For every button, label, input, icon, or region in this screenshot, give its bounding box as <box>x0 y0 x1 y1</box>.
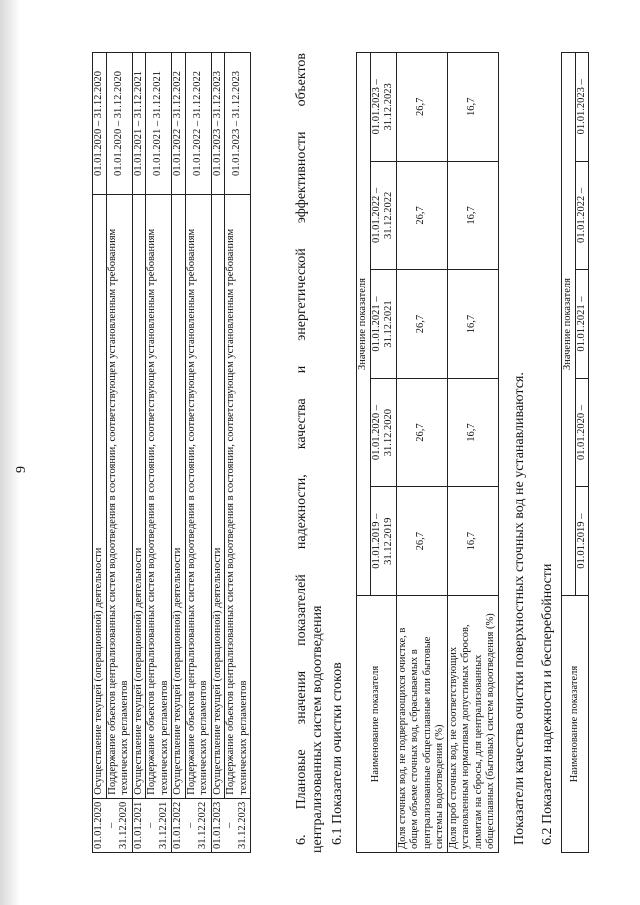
period-header: 01.01.2020 – <box>575 378 589 487</box>
column-header-name: Наименование показателя <box>357 596 397 853</box>
period-cell: 01.01.2023 – 31.12.2023 <box>211 798 251 852</box>
value-cell: 26,7 <box>396 270 447 379</box>
period-header: 01.01.2020 – 31.12.2020 <box>370 378 396 487</box>
period-header: 01.01.2023 – <box>575 53 589 162</box>
section-6-2-title: 6.2 Показатели надежности и бесперебойности <box>540 563 555 845</box>
dates-cell: 01.01.2022 – 31.12.2022 <box>172 53 186 195</box>
wastewater-treatment-table <box>356 52 499 853</box>
dates-cell: 01.01.2023 – 31.12.2023 <box>225 53 251 195</box>
table-header-row <box>357 53 371 853</box>
table-row <box>172 53 186 853</box>
activity-cell: Осуществление текущей (операционной) деятельности <box>93 195 107 799</box>
table-row <box>93 53 107 853</box>
period-header: 01.01.2019 – 31.12.2019 <box>370 487 396 596</box>
reliability-table <box>561 52 589 853</box>
activity-cell: Поддержание объектов централизованных систем водоотведения в состоянии, соответствующем установленным требованиям технических регламентов <box>225 195 251 799</box>
value-cell: 26,7 <box>396 161 447 270</box>
column-header-value: Значение показателя <box>562 53 576 596</box>
indicator-name: Доля проб сточных вод, не соответствующих установленным нормативам допустимых сбросов, лимитам на сбросы, для централизованных общесплавных (бытовых) систем водоотведения (%) <box>447 596 498 853</box>
column-header-name: Наименование показателя <box>562 596 589 853</box>
value-cell: 16,7 <box>447 378 498 487</box>
dates-cell: 01.01.2020 – 31.12.2020 <box>93 53 107 195</box>
activity-cell: Осуществление текущей (операционной) деятельности <box>132 195 146 799</box>
value-cell: 26,7 <box>396 53 447 162</box>
activity-cell: Осуществление текущей (операционной) деятельности <box>211 195 225 799</box>
table-header-row <box>562 53 576 853</box>
activity-cell: Осуществление текущей (операционной) деятельности <box>172 195 186 799</box>
dates-cell: 01.01.2021 – 31.12.2021 <box>146 53 172 195</box>
column-header-value: Значение показателя <box>357 53 371 596</box>
plan-activities-table <box>92 52 251 853</box>
value-cell: 16,7 <box>447 53 498 162</box>
value-cell: 26,7 <box>396 378 447 487</box>
value-cell: 16,7 <box>447 487 498 596</box>
table-row <box>146 53 172 853</box>
period-header: 01.01.2022 – <box>575 161 589 270</box>
value-cell: 16,7 <box>447 270 498 379</box>
value-cell: 26,7 <box>396 487 447 596</box>
table-row <box>225 53 251 853</box>
surface-water-note: Показатели качества очистки поверхностных сточных вод не устанавливаются. <box>512 372 527 845</box>
section-6-title-cont: централизованных систем водоотведения <box>310 605 325 853</box>
dates-cell: 01.01.2023 – 31.12.2023 <box>211 53 225 195</box>
table-row <box>211 53 225 853</box>
dates-cell: 01.01.2021 – 31.12.2021 <box>132 53 146 195</box>
period-header: 01.01.2019 – <box>575 487 589 596</box>
activity-cell: Поддержание объектов централизованных систем водоотведения в состоянии, соответствующем установленным требованиям технических регламентов <box>106 195 132 799</box>
table-row <box>447 53 498 853</box>
dates-cell: 01.01.2020 – 31.12.2020 <box>106 53 132 195</box>
period-cell: 01.01.2020 – 31.12.2020 <box>93 798 133 852</box>
indicator-name: Доля сточных вод, не подвергающихся очистке, в общем объеме сточных вод, сбрасываемых в централизованные общесплавные или бытовые системы водоотведения (%) <box>396 596 447 853</box>
activity-cell: Поддержание объектов централизованных систем водоотведения в состоянии, соответствующем установленным требованиям технических регламентов <box>185 195 211 799</box>
section-6-1-title: 6.1 Показатели очистки стоков <box>330 662 345 845</box>
period-header: 01.01.2021 – <box>575 270 589 379</box>
dates-cell: 01.01.2022 – 31.12.2022 <box>185 53 211 195</box>
period-header: 01.01.2023 – 31.12.2023 <box>370 53 396 162</box>
section-6-title: 6. Плановые значения показателей надежности, качества и энергетической эффективности объектов <box>294 53 309 845</box>
value-cell: 16,7 <box>447 161 498 270</box>
table-row <box>132 53 146 853</box>
period-cell: 01.01.2021 – 31.12.2021 <box>132 798 172 852</box>
activity-cell: Поддержание объектов централизованных систем водоотведения в состоянии, соответствующем установленным требованиям технических регламентов <box>146 195 172 799</box>
period-cell: 01.01.2022 – 31.12.2022 <box>172 798 212 852</box>
table-row <box>106 53 132 853</box>
page-number: 9 <box>14 466 29 473</box>
period-header: 01.01.2021 – 31.12.2021 <box>370 270 396 379</box>
table-row <box>185 53 211 853</box>
period-header: 01.01.2022 – 31.12.2022 <box>370 161 396 270</box>
table-row <box>396 53 447 853</box>
